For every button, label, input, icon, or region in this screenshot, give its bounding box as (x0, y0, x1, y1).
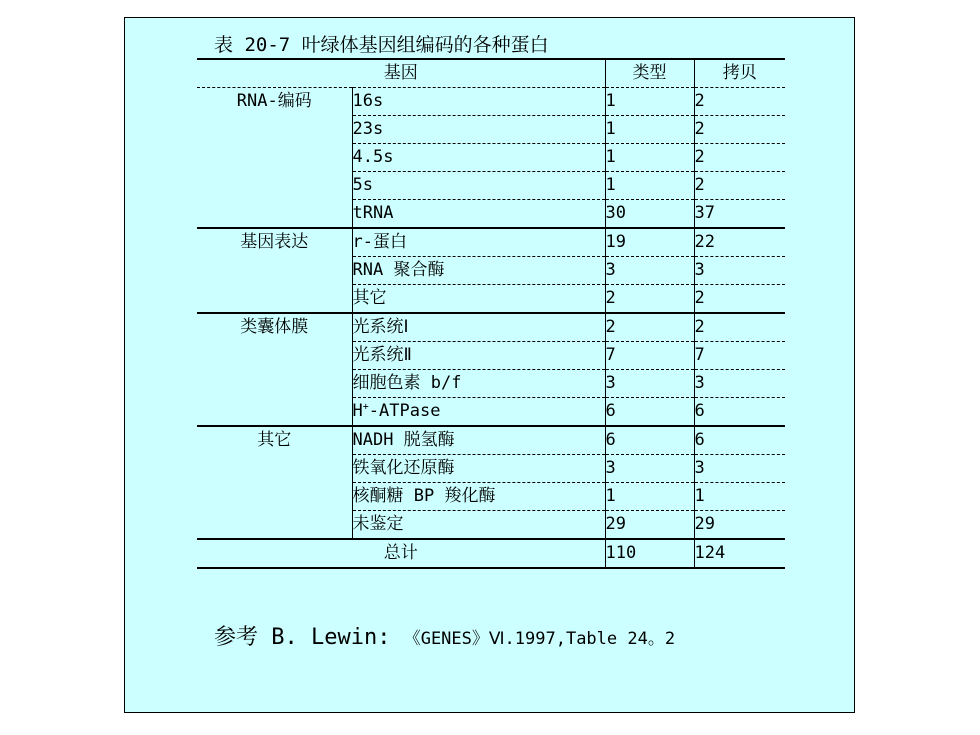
total-copy: 124 (694, 539, 785, 568)
gene-name-cell: NADH 脱氢酶 (352, 426, 605, 455)
gene-name-superscript: + (362, 401, 369, 413)
type-cell: 7 (605, 342, 694, 370)
copy-cell: 37 (694, 200, 785, 229)
copy-cell: 7 (694, 342, 785, 370)
copy-cell: 3 (694, 455, 785, 483)
category-cell: RNA-编码 (236, 91, 312, 111)
table-row (197, 88, 785, 116)
copy-cell: 22 (694, 228, 785, 257)
table-row (197, 426, 785, 455)
gene-name-cell: 其它 (352, 285, 605, 314)
type-cell: 3 (605, 370, 694, 398)
gene-name-cell: 光系统Ⅰ (352, 313, 605, 342)
copy-cell: 2 (694, 172, 785, 200)
gene-name-rest: -ATPase (368, 401, 441, 421)
header-gene: 基因 (197, 59, 605, 88)
header-type: 类型 (605, 59, 694, 88)
type-cell: 29 (605, 511, 694, 540)
total-label: 总计 (197, 539, 605, 568)
copy-cell: 3 (694, 370, 785, 398)
type-cell: 1 (605, 144, 694, 172)
copy-cell: 6 (694, 398, 785, 427)
type-cell: 1 (605, 88, 694, 116)
table-caption: 表 20-7 叶绿体基因组编码的各种蛋白 (214, 34, 549, 56)
copy-cell: 2 (694, 313, 785, 342)
gene-name-cell: 16s (352, 88, 605, 116)
category-cell: 其它 (197, 426, 352, 539)
gene-name-part: H (352, 401, 363, 421)
gene-name-cell: 光系统Ⅱ (352, 342, 605, 370)
copy-cell: 2 (694, 116, 785, 144)
type-cell: 6 (605, 398, 694, 427)
reference-book: 《GENES》Ⅵ.1997,Table 24。2 (403, 629, 676, 649)
total-row (197, 539, 785, 568)
table-row (197, 228, 785, 257)
table-body (197, 88, 785, 540)
copy-cell: 2 (694, 144, 785, 172)
copy-cell: 1 (694, 483, 785, 511)
gene-name-cell (352, 398, 605, 427)
type-cell: 19 (605, 228, 694, 257)
category-cell: 基因表达 (197, 228, 352, 313)
type-cell: 6 (605, 426, 694, 455)
gene-table (197, 58, 785, 569)
type-cell: 2 (605, 313, 694, 342)
gene-name-cell: 4.5s (352, 144, 605, 172)
copy-cell: 2 (694, 285, 785, 314)
gene-name-cell: 细胞色素 b/f (352, 370, 605, 398)
total-type: 110 (605, 539, 694, 568)
copy-cell: 6 (694, 426, 785, 455)
gene-name-cell: tRNA (352, 200, 605, 229)
reference-prefix: 参考 B. Lewin: (214, 625, 404, 650)
gene-name-cell: RNA 聚合酶 (352, 257, 605, 285)
copy-cell: 3 (694, 257, 785, 285)
gene-name-cell: r-蛋白 (352, 228, 605, 257)
category-cell: 类囊体膜 (197, 313, 352, 426)
gene-name-cell: 核酮糖 BP 羧化酶 (352, 483, 605, 511)
table-row (197, 313, 785, 342)
gene-name-cell: 5s (352, 172, 605, 200)
gene-name-cell: 未鉴定 (352, 511, 605, 540)
header-row (197, 59, 785, 88)
gene-name-cell: 23s (352, 116, 605, 144)
type-cell: 3 (605, 455, 694, 483)
copy-cell: 2 (694, 88, 785, 116)
header-copy: 拷贝 (694, 59, 785, 88)
type-cell: 2 (605, 285, 694, 314)
type-cell: 1 (605, 483, 694, 511)
type-cell: 30 (605, 200, 694, 229)
reference-line (214, 624, 675, 653)
type-cell: 3 (605, 257, 694, 285)
copy-cell: 29 (694, 511, 785, 540)
type-cell: 1 (605, 172, 694, 200)
gene-name-cell: 铁氧化还原酶 (352, 455, 605, 483)
type-cell: 1 (605, 116, 694, 144)
